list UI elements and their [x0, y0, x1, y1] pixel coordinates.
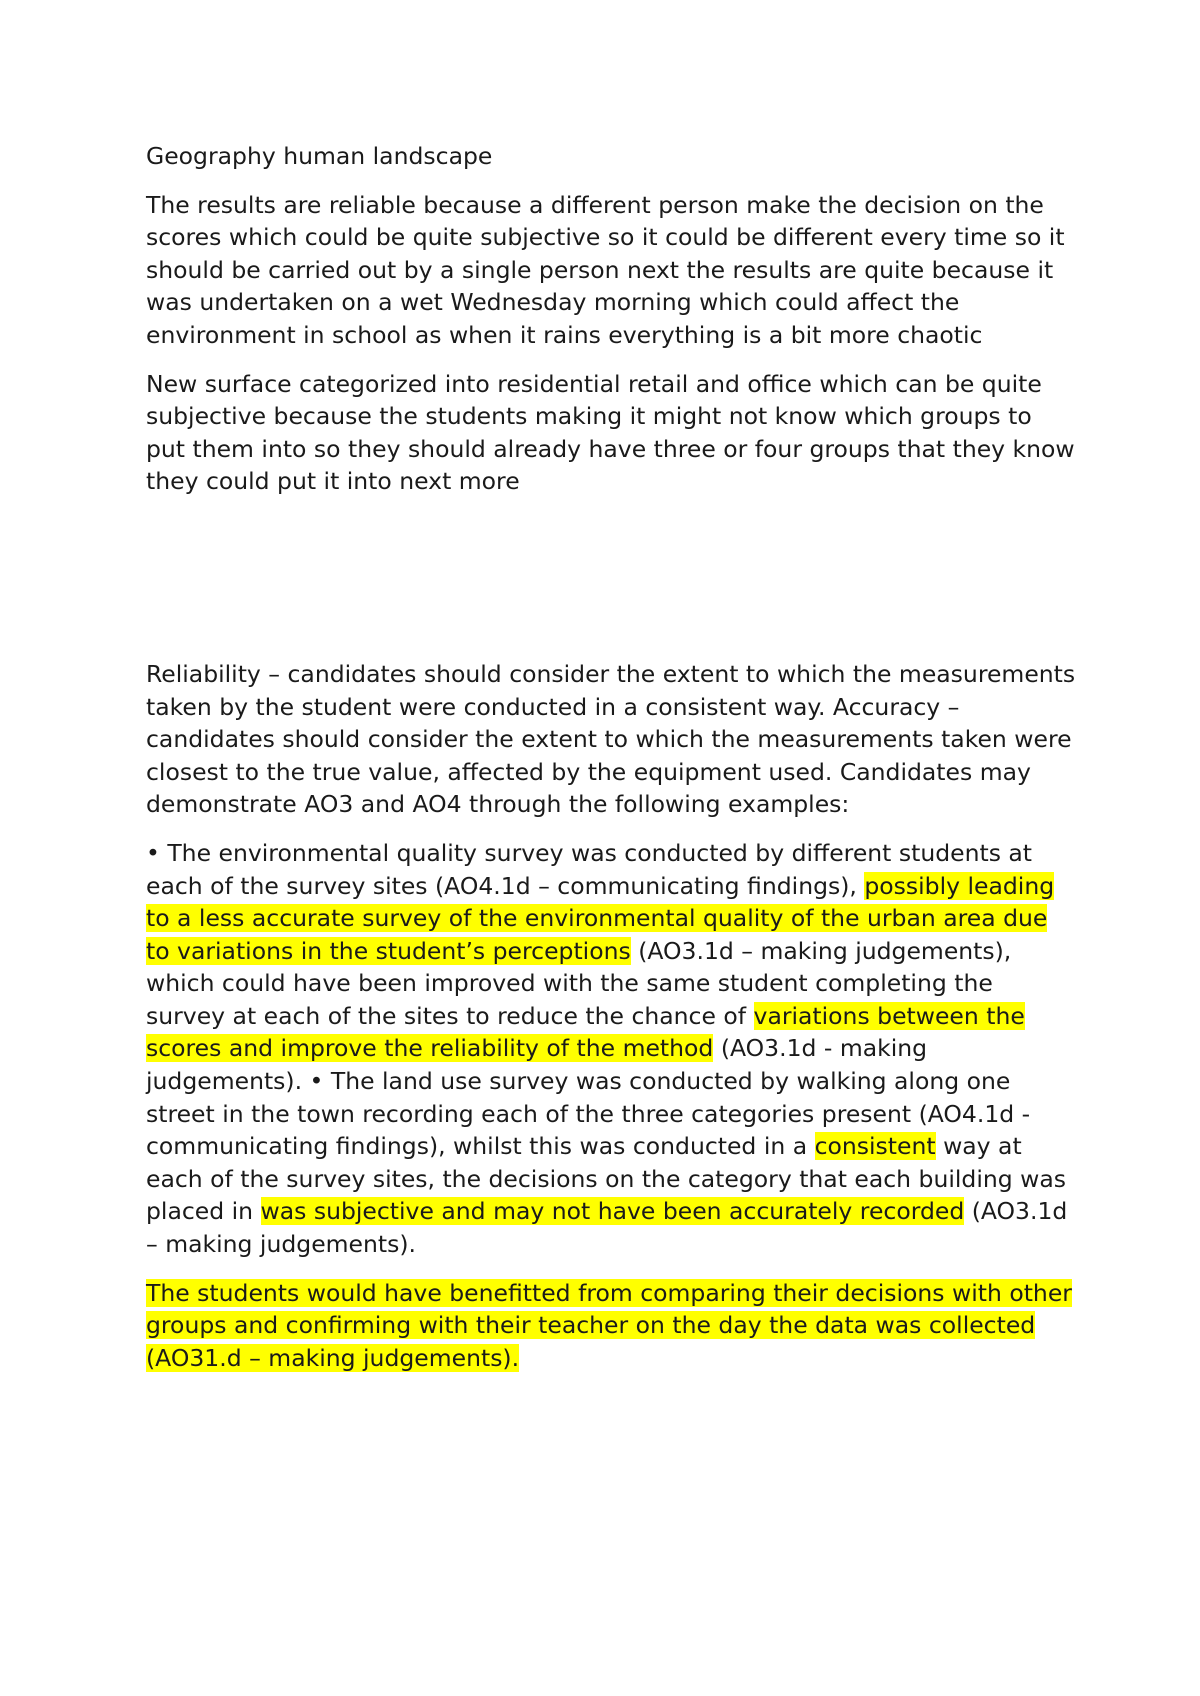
highlighted-text: was subjective and may not have been accurately recorded [260, 1197, 965, 1226]
paragraph-land-use-categories: New surface categorized into residential retail and office which can be quite subjective because the students making it might not know which groups to put them into so they should already have three or four groups that they know they could put it into next more [146, 369, 1075, 496]
text-segment: (AO3.1d - making judgements). • The land use survey was conducted by walking along one street in the town recording each of the three categories present (AO4.1d - communicating findings), whilst this was conducted in a [146, 1034, 1031, 1161]
highlighted-text: possibly leading to a less accurate survey of the environmental quality of the urban area due to variations in the student’s perceptions [146, 871, 1055, 965]
paragraph-mark-scheme-examples [146, 837, 1076, 1261]
highlighted-text: The students would have benefitted from comparing their decisions with other groups and confirming with their teacher on the day the data was collected (AO31.d – making judgements). [146, 1278, 1072, 1372]
paragraph-results-reliability: The results are reliable because a different person make the decision on the scores which could be quite subjective so it could be different every time so it should be carried out by a single person next the results are quite because it was undertaken on a wet Wednesday morning which could affect the environment in school as when it rains everything is a bit more chaotic [146, 190, 1065, 349]
paragraph-improvement [146, 1277, 1076, 1375]
text-segment: • The environmental quality survey was conducted by different students at each of the survey sites (AO4.1d – communicating findings), [146, 838, 1033, 900]
text-segment: (AO3.1d – making judgements), which could have been improved with the same student completing the survey at each of the sites to reduce the chance of [146, 936, 1012, 1030]
highlighted-text: consistent [814, 1132, 936, 1161]
text-segment: (AO3.1d – making judgements). [146, 1197, 1068, 1259]
paragraph-mark-scheme-intro: Reliability – candidates should consider the extent to which the measurements taken by the student were conducted in a consistent way. Accuracy – candidates should consider the extent to which the measurements taken were closest to the true value, affected by the equipment used. Candidates may demonstrate AO3 and AO4 through the following examples: [146, 659, 1076, 819]
document-body [146, 140, 1076, 1390]
highlighted-text: variations between the scores and improve the reliability of the method [146, 1001, 1025, 1063]
text-segment: way at each of the survey sites, the decisions on the category that each building was placed in [146, 1132, 1066, 1226]
blank-space [146, 514, 1076, 658]
document-title: Geography human landscape [146, 142, 493, 170]
